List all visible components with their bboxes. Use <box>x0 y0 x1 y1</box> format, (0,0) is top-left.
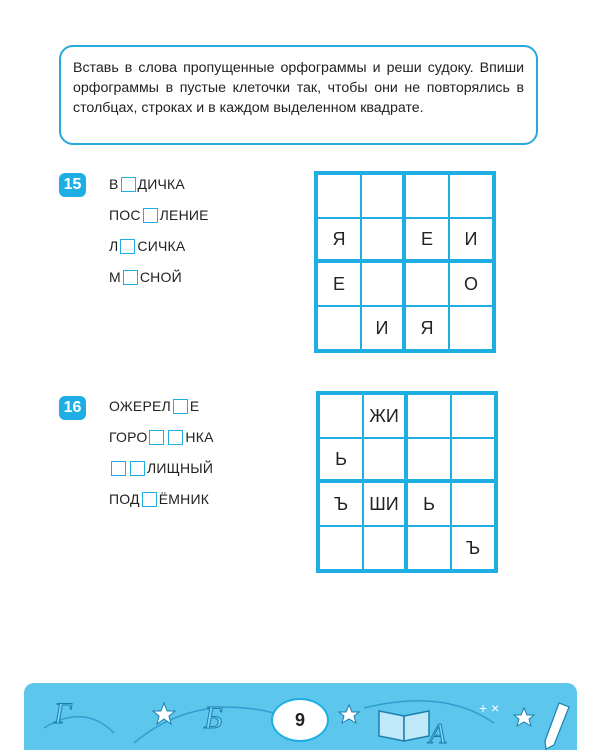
sudoku-cell[interactable] <box>407 526 451 570</box>
pencil-icon <box>545 703 569 749</box>
word-item <box>109 428 214 446</box>
sudoku-cell: И <box>449 218 493 262</box>
word-item <box>109 459 213 477</box>
sudoku-cell[interactable] <box>405 262 449 306</box>
missing-letter-box[interactable] <box>168 430 183 445</box>
sudoku-cell[interactable] <box>449 306 493 350</box>
sudoku-cell[interactable] <box>361 218 405 262</box>
word-suffix: СИЧКА <box>137 238 186 254</box>
sudoku-cell[interactable] <box>449 174 493 218</box>
word-suffix: ЛЕНИЕ <box>159 207 209 223</box>
sudoku-cell: И <box>361 306 405 350</box>
sudoku-cell[interactable] <box>361 174 405 218</box>
sudoku-cell: О <box>449 262 493 306</box>
sudoku-cell[interactable] <box>319 394 363 438</box>
sudoku-cell[interactable] <box>451 394 495 438</box>
word-suffix: Е <box>189 398 200 414</box>
sudoku-cell: Е <box>405 218 449 262</box>
missing-letter-box[interactable] <box>143 208 158 223</box>
sudoku-cell: Я <box>317 218 361 262</box>
word-prefix: Л <box>109 238 119 254</box>
word-prefix: ОЖЕРЕЛ <box>109 398 171 414</box>
sudoku-cell: Ъ <box>319 482 363 526</box>
sudoku-cell[interactable] <box>363 438 407 482</box>
sudoku-cell: Е <box>317 262 361 306</box>
word-suffix: ЁМНИК <box>158 491 210 507</box>
sudoku-cell[interactable] <box>451 482 495 526</box>
sudoku-cell: Ь <box>319 438 363 482</box>
sudoku-cell[interactable] <box>317 306 361 350</box>
word-suffix: СНОЙ <box>139 269 182 285</box>
missing-letter-box[interactable] <box>121 177 136 192</box>
word-suffix: ЛИЩНЫЙ <box>147 460 214 476</box>
word-suffix: НКА <box>185 429 214 445</box>
missing-letter-box[interactable] <box>173 399 188 414</box>
word-prefix: ГОРО <box>109 429 148 445</box>
missing-letter-box[interactable] <box>130 461 145 476</box>
word-item <box>109 237 185 255</box>
word-item <box>109 397 199 415</box>
sudoku-cell: ШИ <box>363 482 407 526</box>
instruction-box <box>59 45 538 145</box>
missing-letter-box[interactable] <box>123 270 138 285</box>
open-book-icon <box>379 711 429 741</box>
sudoku-cell[interactable] <box>405 174 449 218</box>
sudoku-cell[interactable] <box>317 174 361 218</box>
missing-letter-box[interactable] <box>142 492 157 507</box>
exercise-15-number: 15 <box>59 173 86 197</box>
exercise-16-number: 16 <box>59 396 86 420</box>
sudoku-cell[interactable] <box>363 526 407 570</box>
sudoku-cell: Я <box>405 306 449 350</box>
sudoku-cell[interactable] <box>407 394 451 438</box>
sudoku-cell[interactable] <box>319 526 363 570</box>
word-suffix: ДИЧКА <box>137 176 185 192</box>
sudoku-cell: Ъ <box>451 526 495 570</box>
missing-letter-box[interactable] <box>111 461 126 476</box>
word-prefix: В <box>109 176 119 192</box>
sudoku-cell: ЖИ <box>363 394 407 438</box>
sudoku-cell[interactable] <box>361 262 405 306</box>
page-number: 9 <box>271 698 329 742</box>
sudoku-grid-15 <box>314 171 496 353</box>
missing-letter-box[interactable] <box>149 430 164 445</box>
sudoku-cell[interactable] <box>407 438 451 482</box>
decor-letter-g: Г <box>54 697 72 730</box>
decor-letter-a: А <box>429 719 447 750</box>
missing-letter-box[interactable] <box>120 239 135 254</box>
word-prefix: ПОС <box>109 207 141 223</box>
sudoku-cell: Ь <box>407 482 451 526</box>
word-prefix: ПОД <box>109 491 140 507</box>
word-item <box>109 206 209 224</box>
sudoku-grid-16 <box>316 391 498 573</box>
decor-letter-b: Б <box>204 699 223 735</box>
word-item <box>109 175 185 193</box>
decor-symbols: + × <box>479 700 500 716</box>
word-prefix: М <box>109 269 121 285</box>
instruction-text: Вставь в слова пропущенные орфограммы и реши судоку. Впиши орфограммы в пустые клеточки так, чтобы они не повторялись в столбцах, строках и в каждом выделенном квадрате. <box>73 60 524 116</box>
word-item <box>109 268 182 286</box>
sudoku-cell[interactable] <box>451 438 495 482</box>
word-item <box>109 490 209 508</box>
